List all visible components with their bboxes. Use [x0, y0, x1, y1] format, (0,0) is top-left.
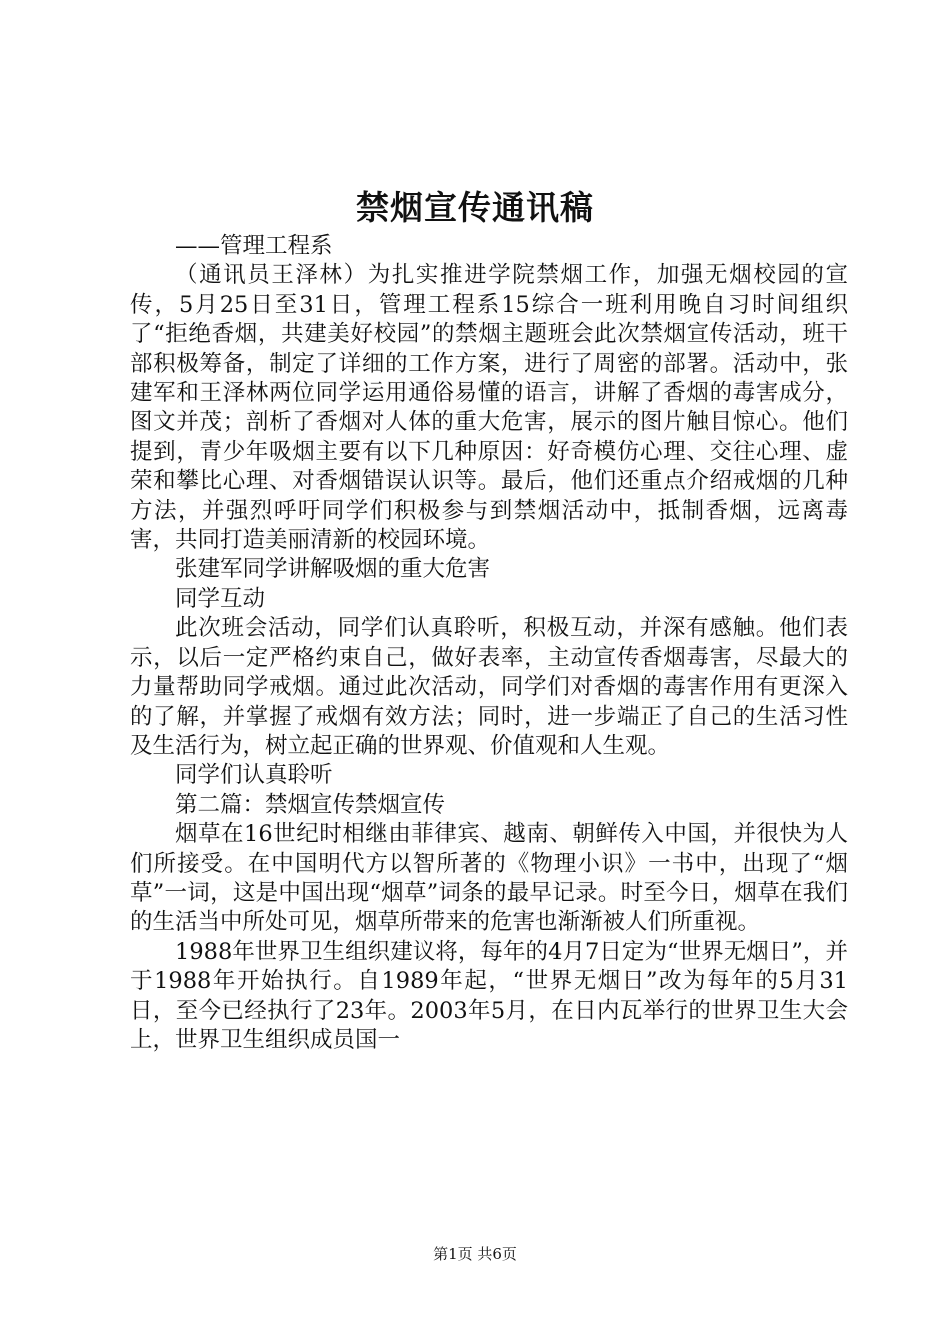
paragraph-1: （通讯员王泽林）为扎实推进学院禁烟工作，加强无烟校园的宣传，5月25日至31日，管理工程系15综合一班利用晚自习时间组织了“拒绝香烟，共建美好校园”的禁烟主题班会此次禁烟宣传活动，班干部积极筹备，制定了详细的工作方案，进行了周密的部署。活动中，张建军和王泽林两位同学运用通俗易懂的语言，讲解了香烟的毒害成分，图文并茂；剖析了香烟对人体的重大危害，展示的图片触目惊心。他们提到，青少年吸烟主要有以下几种原因：好奇模仿心理、交往心理、虚荣和攀比心理、对香烟错误认识等。最后，他们还重点介绍戒烟的几种方法，并强烈呼吁同学们积极参与到禁烟活动中，抵制香烟，远离毒害，共同打造美丽清新的校园环境。 [130, 262, 848, 554]
document-body [130, 232, 848, 1055]
paragraph-4: 1988年世界卫生组织建议将，每年的4月7日定为“世界无烟日”，并于1988年开始执行。自1989年起，“世界无烟日”改为每年的5月31日，至今已经执行了23年。2003年5月，在日内瓦举行的世界卫生大会上，世界卫生组织成员国一 [130, 938, 848, 1053]
photo-caption-2: 同学互动 [175, 585, 266, 612]
page-number-footer: 第1页 共6页 [433, 1245, 517, 1263]
photo-caption-1: 张建军同学讲解吸烟的重大危害 [175, 556, 491, 583]
paragraph-3: 烟草在16世纪时相继由菲律宾、越南、朝鲜传入中国，并很快为人们所接受。在中国明代方以智所著的《物理小识》一书中，出现了“烟草”一词，这是中国出现“烟草”词条的最早记录。时至今日，烟草在我们的生活当中所处可见，烟草所带来的危害也渐渐被人们所重视。 [130, 821, 848, 936]
department-line: ——管理工程系 [175, 233, 333, 259]
photo-caption-3: 同学们认真聆听 [175, 762, 333, 789]
paragraph-2: 此次班会活动，同学们认真聆听，积极互动，并深有感触。他们表示，以后一定严格约束自己，做好表率，主动宣传香烟毒害，尽最大的力量帮助同学戒烟。通过此次活动，同学们对香烟的毒害作用有更深入的了解，并掌握了戒烟有效方法；同时，进一步端正了自己的生活习性及生活行为，树立起正确的世界观、价值观和人生观。 [130, 615, 848, 759]
section-heading: 第二篇：禁烟宣传禁烟宣传 [175, 791, 446, 818]
document-title: 禁烟宣传通讯稿 [356, 188, 594, 227]
